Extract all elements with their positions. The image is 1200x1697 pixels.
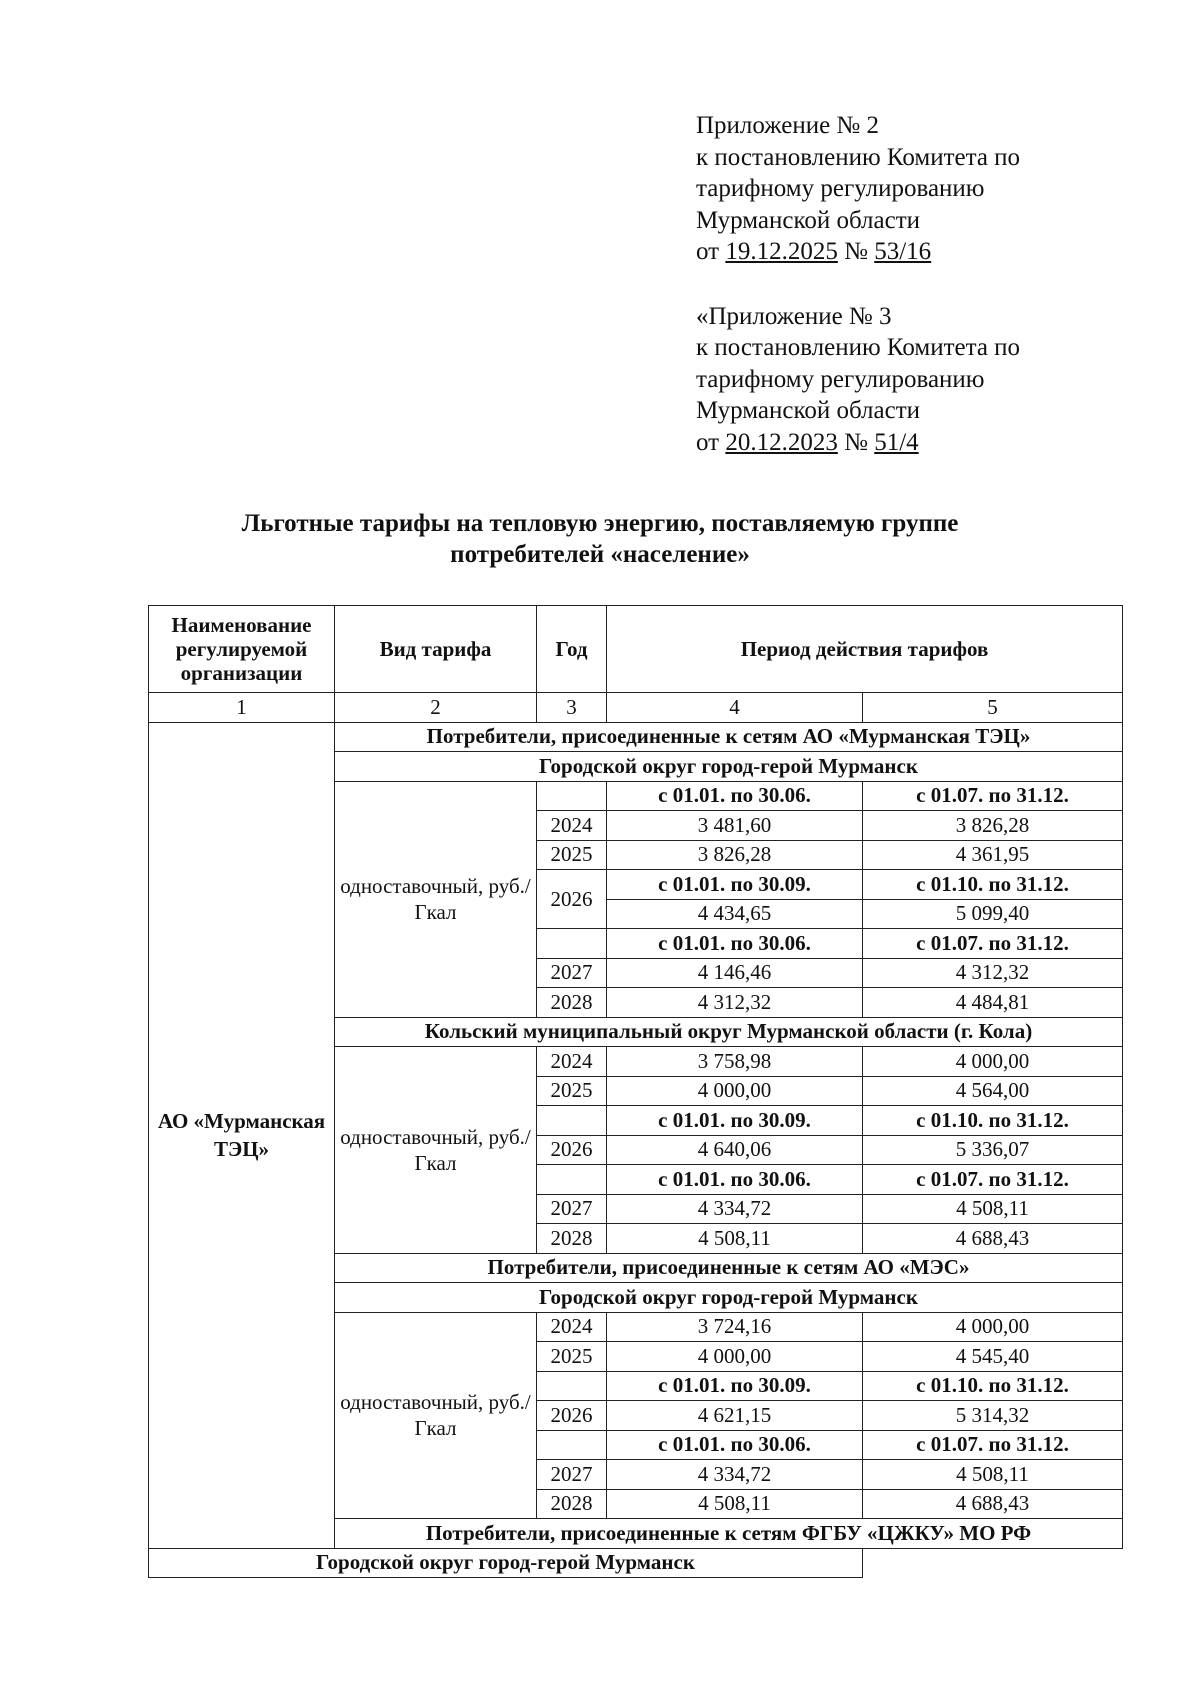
district-label: Городской округ город-герой Мурманск bbox=[149, 1548, 863, 1578]
header-date-line bbox=[696, 236, 1020, 268]
col-number: 4 bbox=[607, 693, 863, 723]
tariff-table bbox=[148, 605, 1123, 1578]
tariff-value: 3 826,28 bbox=[863, 811, 1123, 841]
year-cell: 2024 bbox=[537, 1047, 607, 1077]
decree-date: 20.12.2023 bbox=[725, 428, 838, 456]
consumers-label: Потребители, присоединенные к сетям АО «МЭС» bbox=[335, 1253, 1123, 1283]
title-line: Льготные тарифы на тепловую энергию, поставляемую группе bbox=[241, 510, 959, 537]
year-cell bbox=[537, 781, 607, 811]
district-label: Городской округ город-герой Мурманск bbox=[335, 1283, 1123, 1313]
tariff-value: 4 688,43 bbox=[863, 1489, 1123, 1519]
period-label: с 01.01. по 30.06. bbox=[607, 781, 863, 811]
header-org: Наименование регулируемой организации bbox=[149, 606, 335, 693]
tariff-type: одноставочный, руб./Гкал bbox=[335, 1047, 537, 1254]
decree-number: 53/16 bbox=[874, 238, 932, 265]
tariff-value: 4 312,32 bbox=[607, 988, 863, 1018]
consumers-label: Потребители, присоединенные к сетям ФГБУ «ЦЖКУ» МО РФ bbox=[335, 1519, 1123, 1549]
period-label: с 01.10. по 31.12. bbox=[863, 1106, 1123, 1136]
tariff-value: 4 508,11 bbox=[607, 1489, 863, 1519]
year-cell: 2028 bbox=[537, 1224, 607, 1254]
tariff-type: одноставочный, руб./Гкал bbox=[335, 781, 537, 1017]
header-year: Год bbox=[537, 606, 607, 693]
year-cell bbox=[537, 1430, 607, 1460]
header-line: к постановлению Комитета по bbox=[696, 143, 1021, 171]
header-period: Период действия тарифов bbox=[607, 606, 1123, 693]
tariff-value: 5 336,07 bbox=[863, 1135, 1123, 1165]
district-row bbox=[149, 1548, 1123, 1578]
col-number: 1 bbox=[149, 693, 335, 723]
col-number: 2 bbox=[335, 693, 537, 723]
tariff-value: 4 640,06 bbox=[607, 1135, 863, 1165]
consumers-label: Потребители, присоединенные к сетям АО «Мурманская ТЭЦ» bbox=[335, 722, 1123, 752]
header-line: Мурманской области bbox=[696, 397, 921, 424]
header-line: к постановлению Комитета по bbox=[696, 334, 1021, 361]
district-label: Кольский муниципальный округ Мурманской области (г. Кола) bbox=[335, 1017, 1123, 1047]
period-label: с 01.07. по 31.12. bbox=[863, 781, 1123, 811]
tariff-value: 3 826,28 bbox=[607, 840, 863, 870]
period-label: с 01.01. по 30.06. bbox=[607, 1430, 863, 1460]
tariff-value: 4 361,95 bbox=[863, 840, 1123, 870]
tariff-value: 4 508,11 bbox=[607, 1224, 863, 1254]
period-label: с 01.01. по 30.09. bbox=[607, 870, 863, 900]
table-header-row bbox=[149, 606, 1123, 693]
year-cell: 2025 bbox=[537, 1076, 607, 1106]
period-label: с 01.07. по 31.12. bbox=[863, 929, 1123, 959]
year-cell: 2028 bbox=[537, 988, 607, 1018]
period-label: с 01.01. по 30.06. bbox=[607, 1165, 863, 1195]
decree-date: 19.12.2025 bbox=[725, 238, 838, 265]
tariff-value: 4 621,15 bbox=[607, 1401, 863, 1431]
header-line: Мурманской области bbox=[696, 206, 921, 234]
tariff-value: 4 000,00 bbox=[607, 1076, 863, 1106]
col-number: 5 bbox=[863, 693, 1123, 723]
year-cell bbox=[537, 1165, 607, 1195]
period-label: с 01.01. по 30.09. bbox=[607, 1106, 863, 1136]
header-line: тарифному регулированию bbox=[696, 365, 985, 393]
year-cell: 2027 bbox=[537, 958, 607, 988]
tariff-value: 4 334,72 bbox=[607, 1194, 863, 1224]
year-cell: 2026 bbox=[537, 1401, 607, 1431]
org-name: АО «Мурманская ТЭЦ» bbox=[149, 722, 335, 1548]
year-cell: 2026 bbox=[537, 870, 607, 929]
period-label: с 01.01. по 30.06. bbox=[607, 929, 863, 959]
tariff-value: 4 508,11 bbox=[863, 1460, 1123, 1490]
tariff-value: 4 545,40 bbox=[863, 1342, 1123, 1372]
tariff-value: 4 312,32 bbox=[863, 958, 1123, 988]
header-date-line bbox=[696, 427, 1020, 459]
period-label: с 01.07. по 31.12. bbox=[863, 1165, 1123, 1195]
period-label: с 01.07. по 31.12. bbox=[863, 1430, 1123, 1460]
year-cell: 2025 bbox=[537, 1342, 607, 1372]
tariff-value: 4 000,00 bbox=[863, 1312, 1123, 1342]
header-line: тарифному регулированию bbox=[696, 175, 985, 202]
year-cell bbox=[537, 1371, 607, 1401]
title-line: потребителей «население» bbox=[450, 541, 750, 568]
period-label: с 01.10. по 31.12. bbox=[863, 870, 1123, 900]
number-prefix: № bbox=[837, 428, 875, 456]
tariff-value: 4 000,00 bbox=[863, 1047, 1123, 1077]
tariff-value: 4 000,00 bbox=[607, 1342, 863, 1372]
year-cell: 2028 bbox=[537, 1489, 607, 1519]
tariff-value: 4 688,43 bbox=[863, 1224, 1123, 1254]
year-cell bbox=[537, 1106, 607, 1136]
col-number: 3 bbox=[537, 693, 607, 723]
document-header bbox=[696, 110, 1020, 458]
year-cell: 2026 bbox=[537, 1135, 607, 1165]
year-cell: 2025 bbox=[537, 840, 607, 870]
tariff-value: 4 484,81 bbox=[863, 988, 1123, 1018]
document-title bbox=[150, 508, 1050, 570]
tariff-value: 5 099,40 bbox=[863, 899, 1123, 929]
year-cell: 2024 bbox=[537, 1312, 607, 1342]
tariff-type: одноставочный, руб./Гкал bbox=[335, 1312, 537, 1519]
year-cell: 2027 bbox=[537, 1460, 607, 1490]
period-label: с 01.01. по 30.09. bbox=[607, 1371, 863, 1401]
period-label: с 01.10. по 31.12. bbox=[863, 1371, 1123, 1401]
tariff-value: 5 314,32 bbox=[863, 1401, 1123, 1431]
decree-number: 51/4 bbox=[874, 428, 919, 456]
district-label: Городской округ город-герой Мурманск bbox=[335, 752, 1123, 782]
tariff-value: 4 146,46 bbox=[607, 958, 863, 988]
year-cell: 2027 bbox=[537, 1194, 607, 1224]
consumers-row bbox=[149, 722, 1123, 752]
tariff-value: 4 508,11 bbox=[863, 1194, 1123, 1224]
year-cell bbox=[537, 929, 607, 959]
header-line: Приложение № 2 bbox=[696, 112, 880, 139]
tariff-value: 4 564,00 bbox=[863, 1076, 1123, 1106]
date-prefix: от bbox=[696, 428, 726, 456]
number-prefix: № bbox=[837, 238, 875, 265]
date-prefix: от bbox=[696, 238, 726, 265]
year-cell: 2024 bbox=[537, 811, 607, 841]
tariff-value: 4 434,65 bbox=[607, 899, 863, 929]
column-number-row bbox=[149, 693, 1123, 723]
tariff-value: 4 334,72 bbox=[607, 1460, 863, 1490]
header-tariff-type: Вид тарифа bbox=[335, 606, 537, 693]
header-line: «Приложение № 3 bbox=[696, 302, 892, 330]
tariff-value: 3 481,60 bbox=[607, 811, 863, 841]
tariff-value: 3 758,98 bbox=[607, 1047, 863, 1077]
tariff-value: 3 724,16 bbox=[607, 1312, 863, 1342]
